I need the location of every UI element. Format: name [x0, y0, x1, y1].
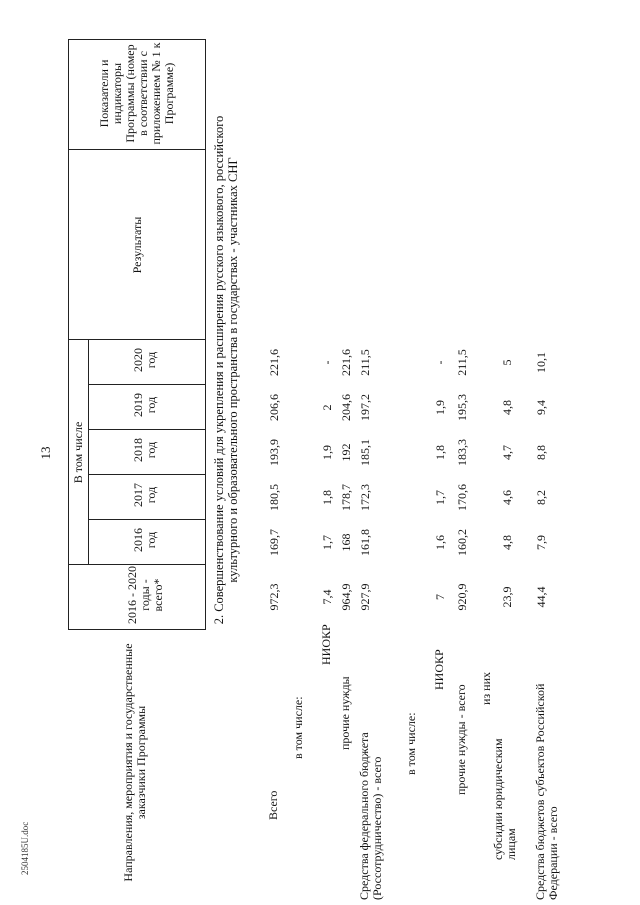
rotated-table-page [60, 0, 640, 905]
cell-2020: 5 [500, 359, 514, 366]
cell-2017: 1,8 [320, 490, 334, 505]
cell-2019: 1,9 [433, 400, 447, 415]
row-label-subsidies: субсидии юридическим лицам [491, 738, 518, 860]
row-label-other-needs-total: прочие нужды - всего [454, 684, 468, 795]
cell-2016: 7,9 [534, 535, 548, 550]
cell-2020: 221,6 [339, 349, 353, 376]
cell-2020: 211,5 [358, 349, 372, 376]
grid-line [88, 384, 206, 385]
cell-total: 972,3 [267, 583, 281, 611]
row-label-other-needs: прочие нужды [338, 676, 352, 750]
cell-2018: 193,9 [267, 439, 281, 466]
header-year-2020: 2020 год [131, 348, 158, 372]
header-directions: Направления, мероприятия и государственные заказчики Программы [121, 643, 148, 882]
cell-2019: 206,6 [267, 394, 281, 421]
header-results: Результаты [129, 216, 144, 274]
cell-2018: 183,3 [455, 439, 469, 466]
cell-2018: 4,7 [500, 445, 514, 460]
cell-2019: 2 [320, 404, 334, 411]
header-year-2016: 2016 год [131, 528, 158, 552]
year-group-divider [88, 340, 89, 565]
cell-2016: 4,8 [500, 535, 514, 550]
grid-line [88, 519, 206, 520]
cell-2020: 211,5 [455, 349, 469, 376]
row-label-niokr-2: НИОКР [432, 649, 446, 690]
row-label-total: Всего [266, 790, 280, 820]
cell-2020: - [320, 360, 334, 365]
cell-2016: 1,7 [320, 535, 334, 550]
cell-2019: 4,8 [500, 400, 514, 415]
cell-2019: 197,2 [358, 394, 372, 421]
cell-total: 920,9 [455, 583, 469, 611]
cell-2020: 10,1 [534, 352, 548, 373]
header-indicators: Показатели и индикаторы Программы (номер в соответствии с приложением № 1 к Программе) [97, 42, 176, 145]
row-label-regional-budgets: Средства бюджетов субъектов Российской Федерации - всего [533, 683, 560, 900]
header-in-that: В том числе [70, 421, 85, 484]
cell-2017: 170,6 [455, 484, 469, 511]
cell-total: 44,4 [534, 586, 548, 608]
cell-2020: - [433, 360, 447, 365]
cell-2016: 168 [339, 533, 353, 552]
cell-2017: 172,3 [358, 484, 372, 511]
cell-2018: 8,8 [534, 445, 548, 460]
header-year-2019: 2019 год [131, 393, 158, 417]
section-title: 2. Совершенствование условий для укрепления и расширения русского языкового, российского культурного и образовательного пространства в государствах - участниках СНГ [212, 115, 240, 625]
row-label-including-2: в том числе: [404, 712, 418, 775]
cell-2019: 9,4 [534, 400, 548, 415]
cell-2018: 1,8 [433, 445, 447, 460]
row-label-of-them: из них [479, 671, 493, 705]
footer-filename: 2504185U.doc [20, 821, 30, 875]
header-year-2018: 2018 год [131, 438, 158, 462]
header-year-2017: 2017 год [131, 483, 158, 507]
cell-2017: 8,2 [534, 490, 548, 505]
cell-2016: 161,8 [358, 529, 372, 556]
cell-2017: 178,7 [339, 484, 353, 511]
cell-total: 7,4 [320, 589, 334, 605]
cell-2019: 204,6 [339, 394, 353, 421]
cell-2018: 192 [339, 443, 353, 462]
cell-total: 7 [433, 594, 447, 600]
cell-2019: 195,3 [455, 394, 469, 421]
grid-line [68, 39, 206, 40]
cell-2018: 185,1 [358, 439, 372, 466]
cell-2017: 4,6 [500, 490, 514, 505]
cell-2017: 180,5 [267, 484, 281, 511]
cell-2020: 221,6 [267, 349, 281, 376]
header-total: 2016 - 2020 годы - всего* [124, 566, 165, 624]
cell-total: 23,9 [500, 586, 514, 608]
grid-line [88, 474, 206, 475]
cell-total: 927,9 [358, 583, 372, 611]
row-label-including: в том числе: [291, 696, 305, 759]
cell-2016: 160,2 [455, 529, 469, 556]
row-label-federal-budget: Средства федерального бюджета (Россотрудничество) - всего [357, 732, 384, 900]
cell-2017: 1,7 [433, 490, 447, 505]
page-number: 13 [38, 446, 53, 460]
row-label-niokr: НИОКР [319, 624, 333, 665]
cell-2016: 1,6 [433, 535, 447, 550]
cell-2018: 1,9 [320, 445, 334, 460]
cell-total: 964,9 [339, 583, 353, 611]
cell-2016: 169,7 [267, 529, 281, 556]
grid-line [88, 429, 206, 430]
